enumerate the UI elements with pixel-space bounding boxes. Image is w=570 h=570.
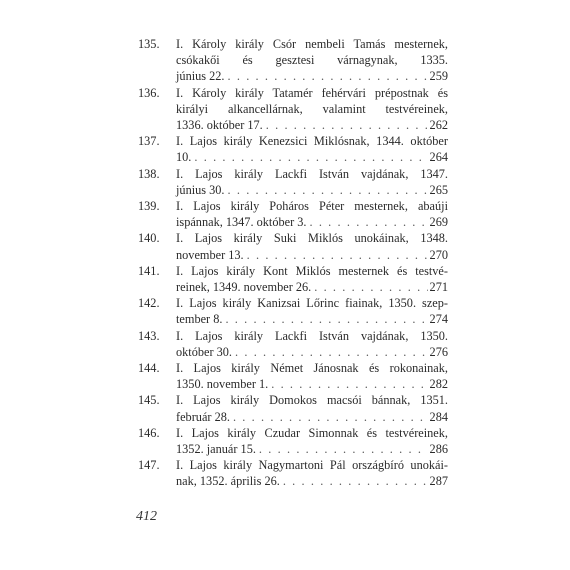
entry-number: 137. <box>138 134 160 149</box>
entry-title <box>176 133 448 165</box>
dot-leader <box>266 117 428 133</box>
table-of-contents <box>138 36 448 490</box>
entry-title-line: tember 8. <box>176 312 223 327</box>
entry-number: 145. <box>138 393 160 408</box>
dot-leader <box>228 68 428 84</box>
toc-entry <box>138 263 448 295</box>
dot-leader <box>271 376 427 392</box>
entry-title <box>176 230 448 262</box>
entry-final-line <box>176 149 448 165</box>
toc-entry <box>138 198 448 230</box>
entry-final-line <box>176 279 448 295</box>
dot-leader <box>233 409 428 425</box>
entry-number: 139. <box>138 199 160 214</box>
toc-entry <box>138 230 448 262</box>
dot-leader <box>283 473 428 489</box>
entry-title-line: reinek, 1349. november 26. <box>176 280 312 295</box>
entry-number: 135. <box>138 37 160 51</box>
entry-title-line: november 13. <box>176 247 244 262</box>
toc-entry <box>138 392 448 424</box>
entry-page-number: 259 <box>429 69 448 84</box>
entry-title-line: I. Lajos király Lackfi István vajdának, 1347. <box>176 166 448 181</box>
entry-title-line: I. Lajos király Kenezsici Miklósnak, 1344. október <box>176 134 448 149</box>
toc-entry <box>138 85 448 134</box>
dot-leader <box>259 441 428 457</box>
entry-title-line: I. Lajos király Kont Miklós mesternek és testvé- <box>176 263 448 278</box>
dot-leader <box>235 344 428 360</box>
entry-title-line: I. Lajos király Poháros Péter mesternek, abaúji <box>176 199 448 214</box>
entry-title-line: 10. <box>176 150 192 165</box>
entry-title-line: február 28. <box>176 409 230 424</box>
entry-number: 144. <box>138 361 160 376</box>
entry-page-number: 274 <box>429 312 448 327</box>
toc-entry <box>138 360 448 392</box>
entry-final-line <box>176 117 448 133</box>
dot-leader <box>194 149 427 165</box>
toc-entry <box>138 133 448 165</box>
entry-final-line <box>176 214 448 230</box>
entry-title-line: nak, 1352. április 26. <box>176 474 280 489</box>
dot-leader <box>225 311 427 327</box>
entry-title-line: I. Lajos király Nagymartoni Pál országbíró unokái- <box>176 458 448 473</box>
toc-entry <box>138 425 448 457</box>
dot-leader <box>247 247 428 263</box>
entry-title-line: június 22. <box>176 69 225 84</box>
entry-page-number: 276 <box>429 344 448 359</box>
entry-number: 142. <box>138 296 160 311</box>
toc-entry <box>138 295 448 327</box>
entry-number: 143. <box>138 328 160 343</box>
entry-page-number: 265 <box>429 182 448 197</box>
entry-page-number: 271 <box>429 280 448 295</box>
entry-number: 140. <box>138 231 160 246</box>
entry-final-line <box>176 182 448 198</box>
entry-title <box>176 36 448 85</box>
entry-title <box>176 457 448 489</box>
entry-title <box>176 166 448 198</box>
entry-title <box>176 263 448 295</box>
entry-number: 141. <box>138 263 160 278</box>
entry-title-line: június 30. <box>176 182 225 197</box>
dot-leader <box>309 214 427 230</box>
entry-title-line: 1350. november 1. <box>176 377 269 392</box>
entry-title-line: 1352. január 15. <box>176 442 256 457</box>
entry-title-line: királyi alkancellárnak, valamint testvéreinek, <box>176 101 448 116</box>
page-number: 412 <box>136 509 157 524</box>
entry-title-line: 1336. október 17. <box>176 118 263 133</box>
entry-page-number: 262 <box>429 118 448 133</box>
entry-number: 146. <box>138 425 160 440</box>
entry-title <box>176 360 448 392</box>
entry-title-line: I. Károly király Csór nembeli Tamás mesternek, <box>176 37 448 51</box>
entry-page-number: 270 <box>429 247 448 262</box>
entry-title-line: I. Lajos király Német Jánosnak és rokonainak, <box>176 361 448 376</box>
entry-final-line <box>176 344 448 360</box>
entry-number: 136. <box>138 85 160 100</box>
entry-final-line <box>176 376 448 392</box>
toc-entry <box>138 36 448 85</box>
entry-title-line: I. Lajos király Kanizsai Lőrinc fiainak, 1350. szep- <box>176 296 448 311</box>
entry-title <box>176 198 448 230</box>
toc-entry <box>138 457 448 489</box>
entry-page-number: 264 <box>429 150 448 165</box>
entry-final-line <box>176 68 448 84</box>
entry-number: 147. <box>138 458 160 473</box>
entry-final-line <box>176 311 448 327</box>
entry-title <box>176 85 448 134</box>
toc-entry <box>138 166 448 198</box>
entry-final-line <box>176 473 448 489</box>
entry-title-line: csókakői és gesztesi várnagynak, 1335. <box>176 53 448 68</box>
entry-title-line: I. Lajos király Domokos macsói bánnak, 1351. <box>176 393 448 408</box>
dot-leader <box>314 279 427 295</box>
entry-title <box>176 425 448 457</box>
entry-title-line: ispánnak, 1347. október 3. <box>176 215 307 230</box>
entry-title <box>176 295 448 327</box>
entry-final-line <box>176 409 448 425</box>
entry-page-number: 284 <box>429 409 448 424</box>
entry-title-line: I. Lajos király Suki Miklós unokáinak, 1348. <box>176 231 448 246</box>
entry-title <box>176 328 448 360</box>
entry-number: 138. <box>138 166 160 181</box>
entry-page-number: 287 <box>429 474 448 489</box>
entry-title-line: I. Lajos király Lackfi István vajdának, 1350. <box>176 328 448 343</box>
entry-page-number: 269 <box>429 215 448 230</box>
toc-entry <box>138 328 448 360</box>
entry-title-line: október 30. <box>176 344 233 359</box>
entry-page-number: 286 <box>429 442 448 457</box>
entry-title <box>176 392 448 424</box>
entry-title-line: I. Károly király Tatamér fehérvári prépostnak és <box>176 85 448 100</box>
dot-leader <box>228 182 428 198</box>
entry-title-line: I. Lajos király Czudar Simonnak és testvéreinek, <box>176 425 448 440</box>
entry-final-line <box>176 247 448 263</box>
entry-final-line <box>176 441 448 457</box>
entry-page-number: 282 <box>429 377 448 392</box>
